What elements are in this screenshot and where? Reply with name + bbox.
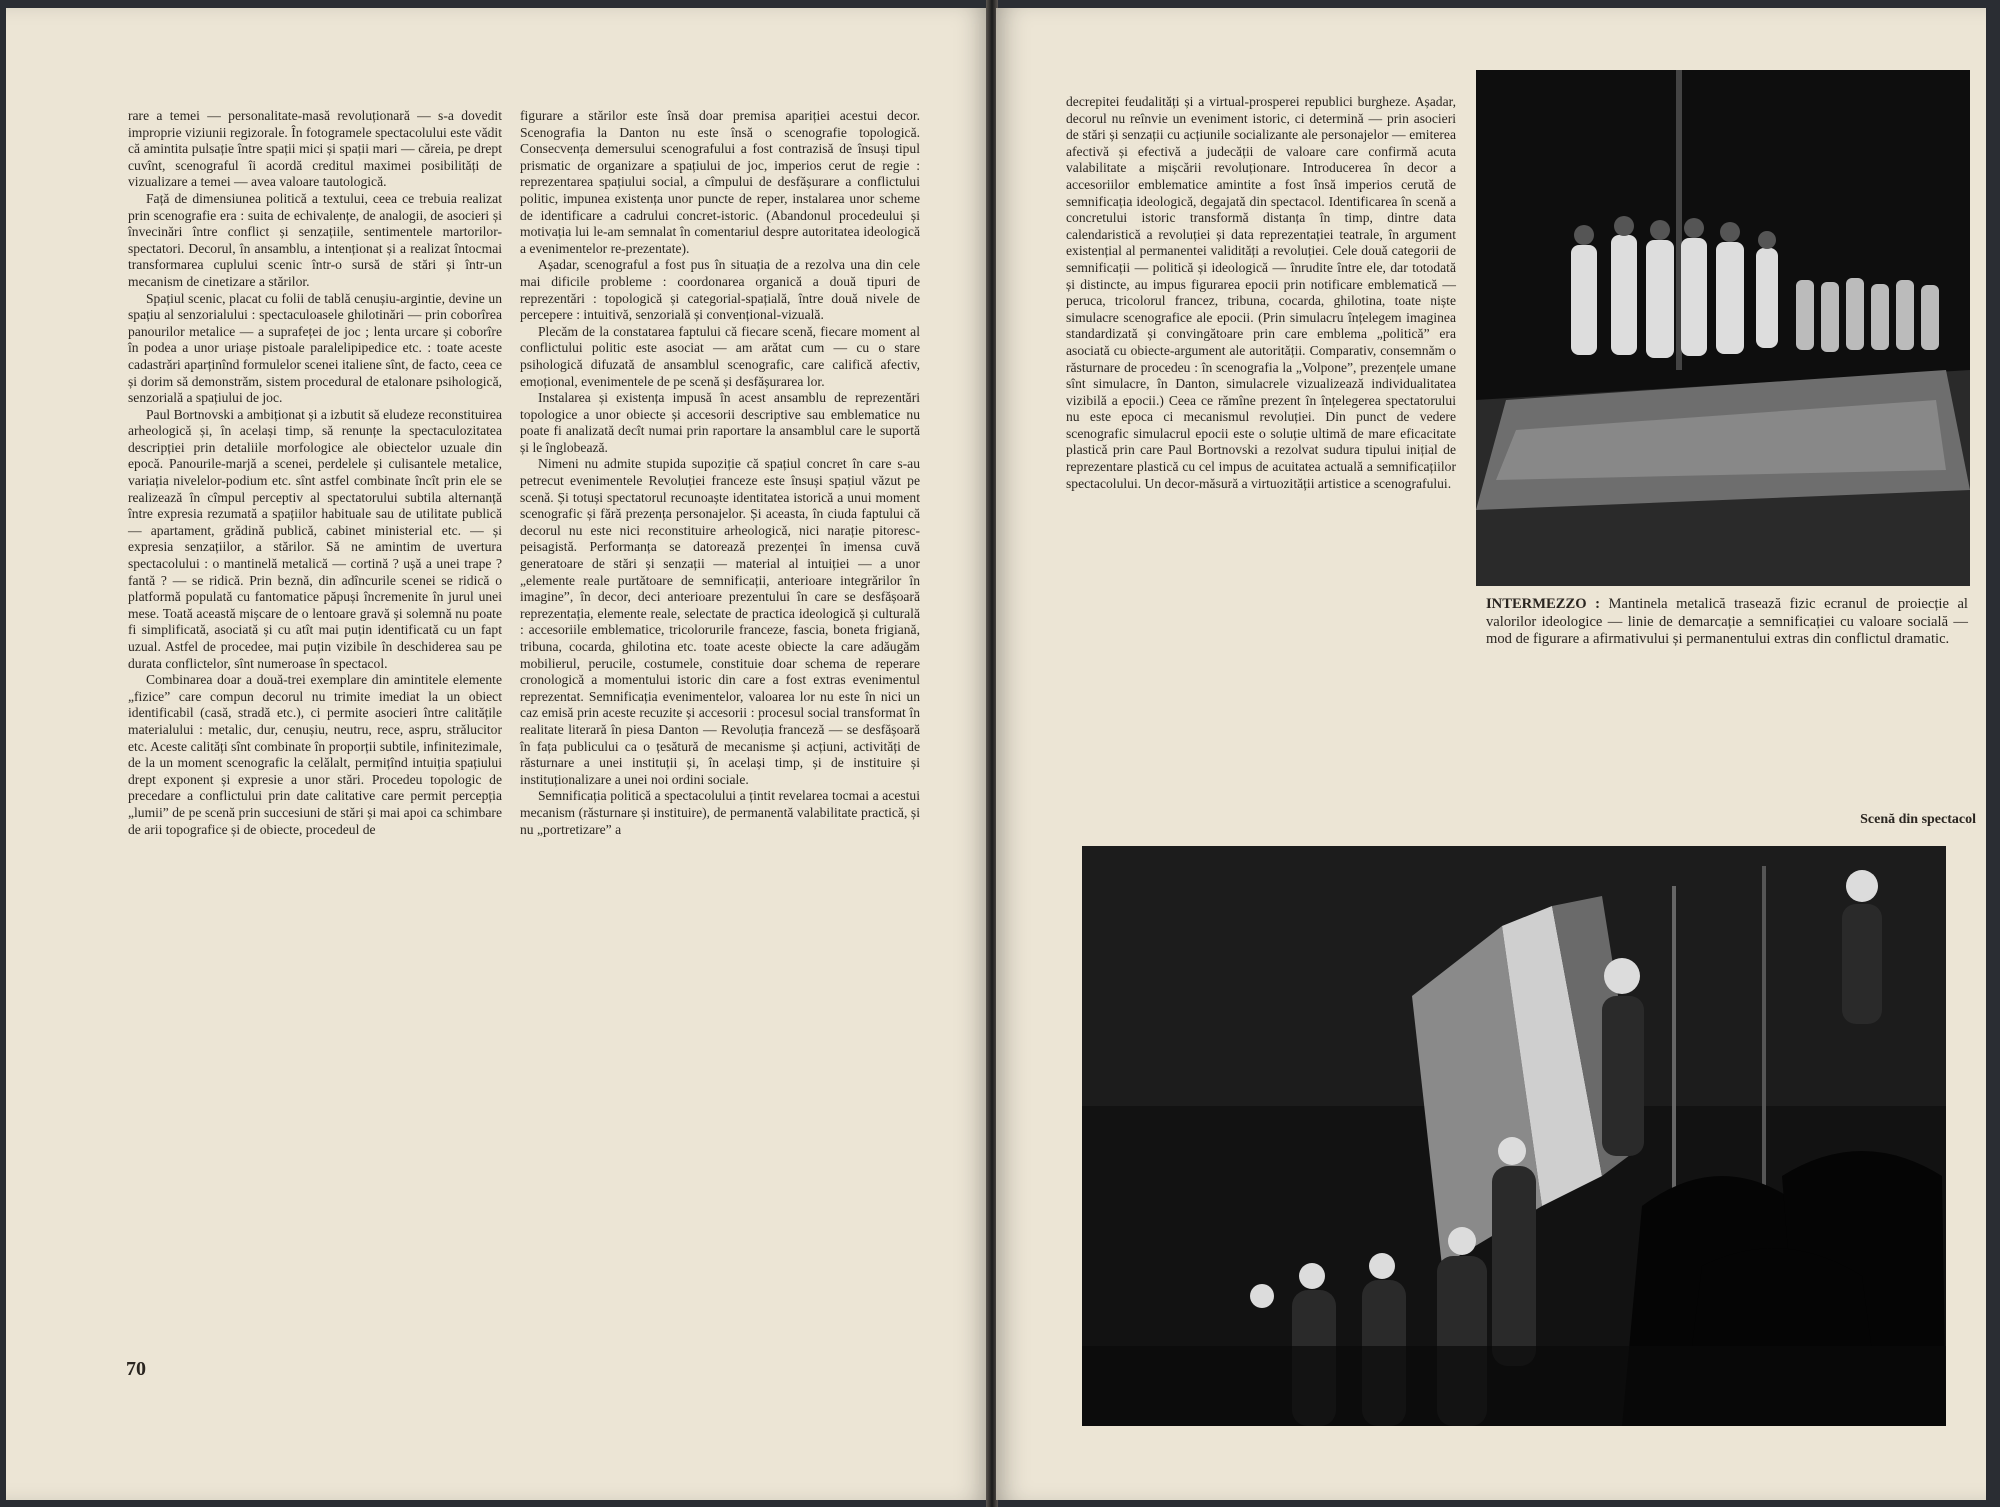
left-page-column-1 — [128, 108, 502, 838]
intermezzo-caption — [1486, 596, 1968, 649]
paragraph: Așadar, scenograful a fost pus în situația de a rezolva una din cele mai dificile probleme : coordonarea organică a două tipuri de reprezentări : topologică și categorial-spațială, între două nivele de percepere : intuitivă, senzorială și convențional-vizuală. — [520, 257, 920, 323]
paragraph: Spațiul scenic, placat cu folii de tablă cenușiu-argintie, devine un spațiu al senzorialului : spectaculoasele ghilotinări — prin coborîrea panourilor metalice — a suprafeței de joc ; lenta urcare și coborîre în podea a unor uriașe pistoale paralelipipedice etc. : toate aceste cadastrări aparținînd formulelor scenei italiene sînt, de facto, ceea ce și dorim să demonstrăm, sistem procedural de etalonare psihologică, senzorială a spațiului de joc. — [128, 290, 502, 406]
page-number: 70 — [126, 1358, 146, 1380]
right-page-column — [1066, 94, 1456, 492]
scene-photo-graphic — [1082, 846, 1946, 1426]
paragraph: Plecăm de la constatarea faptului că fiecare scenă, fiecare moment al conflictului politic este asociat — am arătat cum — cu o stare psihologică difuzată de ansamblul scenografic, care califică afectiv, emoțional, evenimentele de pe scenă și desfășurarea lor. — [520, 323, 920, 389]
photo-caption: Scenă din spectacol — [1860, 812, 1976, 827]
paragraph: Față de dimensiunea politică a textului, ceea ce trebuia realizat prin scenografie era : suita de echivalențe, de analogii, de asocieri și învecinări între conflict și senzațiile, sentimentele martorilor-spectatori. Decorul, în ansamblu, a intenționat și a realizat întocmai transformarea cuplului scenic într-o sursă de stări și într-un mecanism de cinetizare a stărilor. — [128, 190, 502, 289]
intermezzo-photo — [1476, 70, 1970, 586]
caption-text: Mantinela metalică trasează fizic ecranul de proiecție al valorilor ideologice — linie de demarcație a semnificației cu valoare socială — mod de figurare a afirmativului și permanentului extras din conflictul dramatic. — [1486, 596, 1968, 647]
left-page — [6, 8, 988, 1500]
paragraph: Combinarea doar a două-trei exemplare din amintitele elemente „fizice” care compun decorul nu trimite imediat la un obiect identificabil (casă, stradă etc.), ci permite asocieri între calitățile materialului : metalic, dur, cenușiu, neutru, rece, aspru, strălucitor etc. Aceste calități sînt combinate în proporții subtile, infinitezimale, de la un moment scenografic la celălalt, permițînd intuiția spațiului drept exponent și expresie a unor stări. Procedeu topologic de precedare a conflictului prin date calitative care permit percepția „lumii” de pe scenă prin succesiuni de stări și mai apoi ca schimbare de arii topografice și de obiecte, procedeul de — [128, 672, 502, 837]
left-page-column-2 — [520, 108, 920, 838]
paragraph: Instalarea și existența impusă în acest ansamblu de reprezentări topologice a unor obiecte și accesorii descriptive sau emblematice nu poate fi analizată decît numai prin raportare la ansamblul care le suportă și le înglobează. — [520, 390, 920, 455]
right-page — [996, 8, 1986, 1500]
paragraph: decrepitei feudalități și a virtual-prosperei republici burgheze. Așadar, decorul nu reînvie un eveniment istoric, ci determină — prin asocieri de stări și senzații cu acțiunile socializante ale personajelor — emiterea afectivă și efectivă a judecății de valoare care confirmă acuta valabilitate a mișcării revoluționare. Introducerea în decor a accesoriilor emblematice amintite a fost însă imperios cerută de semnificația ideologică, degajată din spectacol. Identificarea în scenă a concretului istoric transformă distanța în timp, dintre data calendaristică a revoluției și data reprezentației teatrale, în argument existențial al permanentei validități a revoluției. Cele două categorii de semnificații — politică și ideologică — înrudite între ele, dar totodată și distincte, au impus figurarea epocii prin notificare emblematică — peruca, tricolorul francez, tribuna, cocarda, ghilotina, toate niște simulacre scenografice ale epocii. (Prin simulacru înțelegem imaginea standardizată și convingătoare prin care emblema „politică” era asociată cu obiecte-argument ale autorității. Comparativ, consemnăm o răsturnare de procedeu : în scenografia la „Volpone”, prezențele umane sînt simulacre, în Danton, simulacrele vizualizează individualitatea vizibilă a epocii.) Ceea ce rămîne prezent în înțelegerea spectatorului nu este epoca ci mecanismul revoluției. Din punct de vedere scenografic simulacrul epocii este o soluție ultimă de mare eficacitate plastică prin care Paul Bortnovski a rezolvat sudura tipului inițial de reprezentare plastică cu cel impus de acuitatea actuală a semnificațiilor spectacolului. Un decor-măsură a virtuozității artistice a scenografului. — [1066, 94, 1456, 491]
paragraph: Paul Bortnovski a ambiționat și a izbutit să eludeze reconstituirea arheologică și, în același timp, să renunțe la spectaculozitatea descripției prin detaliile morfologice ale obiectelor uzuale din epocă. Panourile-marjă a scenei, perdelele și culisantele metalice, variația nivelelor-podium etc. sînt astfel combinate încît prin ele se realizează în cîmpul perceptiv al spectatorului subtila alternanță între expresia rezumată a spațiilor habituale sau de utilitate publică — apartament, grădină publică, cabinet ministerial etc. — și expresia senzațiilor, a stărilor. Să ne amintim de uvertura spectacolului : o mantinelă metalică — cortină ? ușă a unei trape ? fantă ? — se ridică. Prin beznă, din adîncurile scenei se ridică o platformă populată cu fantomatice păpuși încremenite în jurul unei mese. Toată această mișcare de o lentoare gravă și solemnă nu poate fi simplificată, asociată și cu atît mai puțin identificată cu un fapt uzual. Astfel de procedee, mai puțin vizibile în deschiderea sau pe durata conflictelor, sînt numeroase în spectacol. — [128, 406, 502, 671]
caption-label: INTERMEZZO : — [1486, 596, 1600, 612]
scene-photo — [1082, 846, 1946, 1426]
paragraph: rare a temei — personalitate-masă revoluționară — s-a dovedit improprie viziunii regizorale. În fotogramele spectacolului este vădit că amintita pulsație între spații mici și spații mari — căreia, pe drept cuvînt, scenograful îi acordă creditul maximei posibilități de vizualizare a temei — avea valoare tautologică. — [128, 108, 502, 190]
stage-photo-graphic — [1476, 70, 1970, 586]
paragraph: Nimeni nu admite stupida supoziție că spațiul concret în care s-au petrecut evenimentele Revoluției franceze este însuși spațiul văzut pe scenă. Și totuși spectatorul recunoaște identitatea istorică a unui moment scenografic și fără prezența personajelor. Și aceasta, în ciuda faptului că decorul nu este nici reconstituire arheologică, nici narație pitoresc-peisagistă. Performanța se datorează prezenței în imensa cuvă generatoare de stări și senzații — material al intuiției — a unor „elemente reale purtătoare de semnificații, anterioare integrărilor în imagine”, în decor, deci anterioare prezentului în care se desfășoară reprezentația, elemente reale, selectate de practica ideologică și culturală : accesoriile emblematice, tricolorurile franceze, fascia, boneta frigiană, tribuna, cocarda, ghilotina etc. toate aceste obiecte la care adăugăm mobilierul, perucile, costumele, constituie doar schema de reperare cronologică a momentului istoric din care a fost extras evenimentul reprezentat. Semnificația evenimentelor, valoarea lor nu este în nici un caz emisă prin aceste recuzite și accesorii : procesul social transformat în realitate literară în piesa Danton — Revoluția franceză — se desfășoară în fața publicului ca o țesătură de mecanisme și acțiuni, activități de răsturnare a unei instituții și, în același timp, și de instituire și instituționalizare a unei noi ordini sociale. — [520, 456, 920, 787]
paragraph: figurare a stărilor este însă doar premisa apariției acestui decor. Scenografia la Danton nu este însă o scenografie topologică. Consecvența demersului scenografului a fost contrazisă de însuși tipul prismatic de organizare a spațiului de joc, imperios cerut de regie : reprezentarea spațiului social, a cîmpului de desfășurare a conflictului politic, impunea existența unor puncte de reper, instalarea unor scheme de identificare a cadrului concret-istoric. (Abandonul procedeului și motivația lui le-am semnalat în comentariul despre autoritatea ideologică a evenimentelor re-prezentate). — [520, 108, 920, 256]
paragraph: Semnificația politică a spectacolului a țintit revelarea tocmai a acestui mecanism (răsturnare și instituire), de permanentă valabilitate practică, și nu „portretizare” a — [520, 788, 920, 837]
